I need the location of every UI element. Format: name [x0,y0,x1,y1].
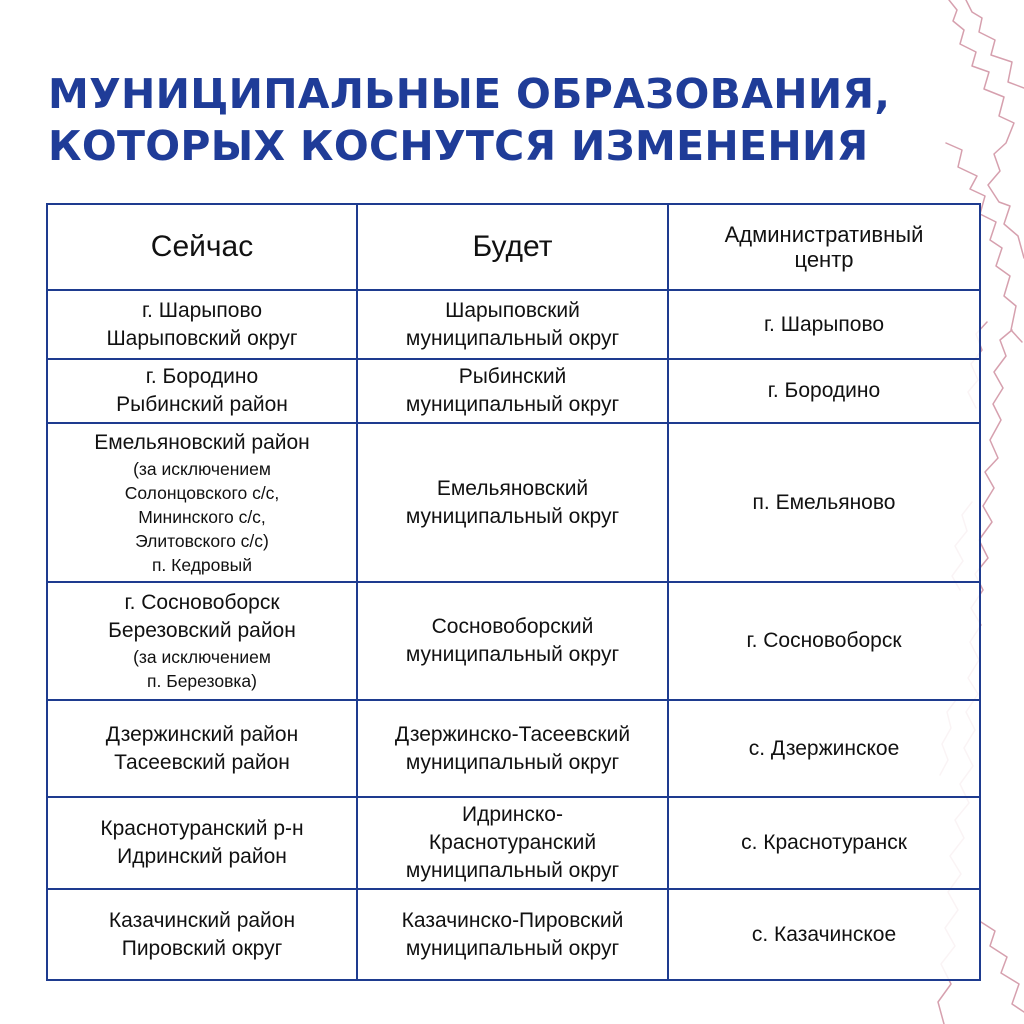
admin-center-cell: г. Сосновоборск [668,582,980,700]
municipality-changes-table [46,203,981,981]
current-note-line: (за исключением [133,458,271,479]
future-cell [357,582,668,700]
title-line-1: МУНИЦИПАЛЬНЫЕ ОБРАЗОВАНИЯ, [48,70,891,118]
table-row [47,700,980,797]
current-line: Рыбинский район [116,393,288,416]
admin-center-cell: г. Бородино [668,359,980,423]
current-line: Казачинский район [108,908,296,932]
future-line: муниципальный округ [405,936,620,960]
future-cell [357,797,668,889]
title-line-2: КОТОРЫХ КОСНУТСЯ ИЗМЕНЕНИЯ [48,122,869,170]
future-line: Казачинско-Пировский [401,908,624,932]
future-line: Сосновоборский [431,615,594,638]
current-line: Емельяновский район [94,430,310,454]
current-note-line: Солонцовского с/с, [124,482,280,503]
current-line: г. Сосновоборск [124,591,280,614]
current-line: Краснотуранский р-н [100,817,304,840]
current-line: Дзержинский район [105,722,299,746]
admin-center-cell: г. Шарыпово [668,290,980,359]
header-admin-center-line-1: Административный [724,222,924,247]
current-text-stack [54,297,350,353]
future-cell [357,359,668,423]
future-line: Краснотуранский [428,831,597,854]
current-cell [47,582,357,700]
table-header-row [47,204,980,290]
current-line: Шарыповский округ [106,326,298,350]
current-note-line: (за исключением [133,647,271,667]
current-line: Пировский округ [121,936,283,960]
current-cell [47,797,357,889]
current-line: г. Бородино [145,365,259,388]
current-line: г. Шарыпово [141,298,263,322]
current-cell [47,423,357,582]
current-line: Тасеевский район [114,750,290,774]
current-cell [47,290,357,359]
admin-center-cell: с. Казачинское [668,889,980,980]
header-current: Сейчас [47,204,357,290]
page-title [48,68,988,172]
future-line: Шарыповский [445,298,580,322]
table-row [47,582,980,700]
future-line: Дзержинско-Тасеевский [394,722,631,746]
admin-center-cell: с. Краснотуранск [668,797,980,889]
current-note-line: Мининского с/с, [138,506,266,527]
header-future: Будет [357,204,668,290]
future-line: муниципальный округ [405,393,620,416]
header-admin-center [668,204,980,290]
header-admin-center-line-2: центр [794,247,854,272]
future-line: муниципальный округ [405,643,620,666]
current-note-line: п. Березовка) [147,671,257,691]
future-cell [357,423,668,582]
table-row [47,423,980,582]
future-line: Рыбинский [458,365,567,388]
future-cell [357,889,668,980]
admin-center-cell: с. Дзержинское [668,700,980,797]
future-cell [357,700,668,797]
future-cell [357,290,668,359]
table-row [47,290,980,359]
future-line: Емельяновский [436,476,589,500]
table-row [47,359,980,423]
future-line: муниципальный округ [405,504,620,528]
current-line: Березовский район [108,619,296,642]
table-row [47,889,980,980]
current-note-line: п. Кедровый [151,554,253,575]
current-cell [47,889,357,980]
future-line: муниципальный округ [405,859,620,882]
future-line: муниципальный округ [405,750,620,774]
current-cell [47,700,357,797]
current-note-line: Элитовского с/с) [135,530,269,551]
future-line: Идринско- [462,803,563,826]
future-line: муниципальный округ [405,326,620,350]
admin-center-cell: п. Емельяново [668,423,980,582]
current-cell [47,359,357,423]
current-line: Идринский район [117,845,287,868]
table-row [47,797,980,889]
